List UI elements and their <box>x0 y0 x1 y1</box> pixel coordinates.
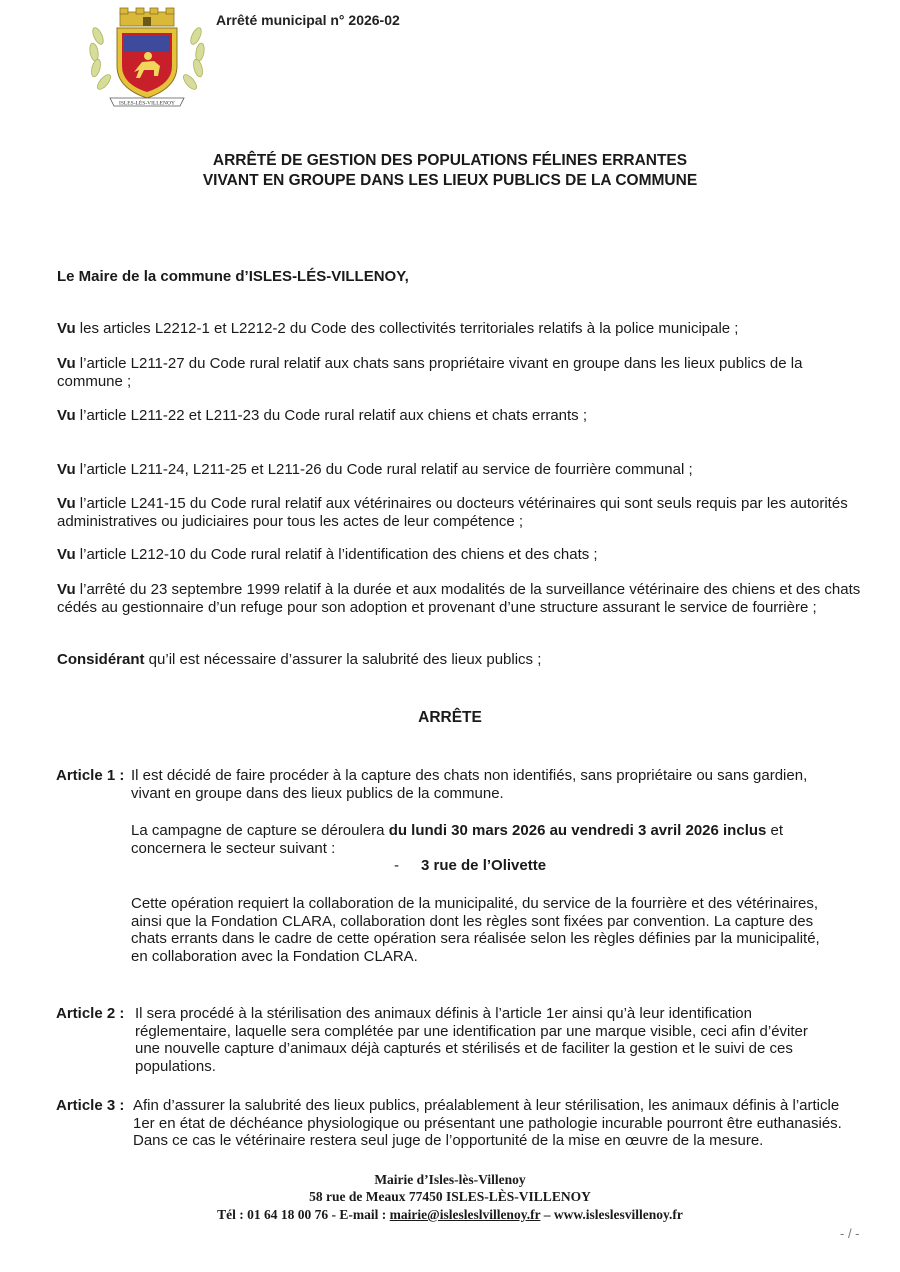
svg-text:ISLES-LÈS-VILLENOY: ISLES-LÈS-VILLENOY <box>119 100 175 107</box>
consideration-6 <box>57 546 869 564</box>
mayor-line: Le Maire de la commune d’ISLES-LÉS-VILLENOY, <box>57 268 409 285</box>
consideration-text: l’article L211-24, L211-25 et L211-26 du Code rural relatif au service de fourrière communal ; <box>75 461 693 478</box>
decision-heading: ARRÊTE <box>418 709 482 726</box>
article-1-paragraph-2 <box>131 822 836 857</box>
consideration-4 <box>57 461 869 479</box>
footer-website[interactable]: www.isleslesvillenoy.fr <box>553 1207 683 1222</box>
consideration-lead: Vu <box>57 355 76 372</box>
consideration-lead: Vu <box>57 546 76 563</box>
consideration-lead: Vu <box>57 407 76 424</box>
article-1-paragraph-3: Cette opération requiert la collaboration de la municipalité, du service de la fourrière et des vétérinaires, ainsi que la Fondation CLARA, collaboration dont les règles sont fixées par convention. La capture des chats errants dans le cadre de cette opération sera réalisée selon les règles définies par la municipalité, en collaboration avec la Fondation CLARA. <box>131 895 820 965</box>
consideration-5 <box>57 495 869 530</box>
capture-location: 3 rue de l’Olivette <box>421 857 547 874</box>
bullet-mark: - <box>394 857 399 874</box>
article-2-text: Il sera procédé à la stérilisation des animaux définis à l’article 1er ainsi qu’à leur identification réglementaire, laquelle sera complétée par une identification par une marque visible, ceci afin d’éviter une nouvelle capture d’animaux déjà capturés et stérilisés et de faciliter la gestion et le suivi de ces populations. <box>135 1005 808 1075</box>
consideration-text: les articles L2212-1 et L2212-2 du Code des collectivités territoriales relatifs à la police municipale ; <box>75 320 739 337</box>
consideration-text: l’article L212-10 du Code rural relatif à l’identification des chiens et des chats ; <box>75 546 598 563</box>
article-1-label: Article 1 : <box>56 767 125 784</box>
consideration-lead: Vu <box>57 320 76 337</box>
footer-town-hall: Mairie d’Isles-lès-Villenoy <box>374 1172 526 1187</box>
article-1-paragraph-1: Il est décidé de faire procéder à la capture des chats non identifiés, sans propriétaire ou sans gardien, vivant en groupe dans des lieux publics de la commune. <box>131 767 808 802</box>
decree-reference: Arrêté municipal n° 2026-02 <box>216 12 400 28</box>
consideration-3 <box>57 407 869 425</box>
consideration-1 <box>57 320 869 338</box>
municipal-crest-logo <box>84 6 210 110</box>
page-marker: - / - <box>840 1226 860 1241</box>
article-2-label: Article 2 : <box>56 1005 125 1022</box>
consideration-lead: Considérant <box>57 651 145 668</box>
consideration-lead: Vu <box>57 581 76 598</box>
footer-separator: – <box>540 1207 554 1222</box>
footer-contact <box>0 1207 900 1223</box>
consideration-text: l’arrêté du 23 septembre 1999 relatif à la durée et aux modalités de la surveillance vétérinaire des chiens et des chats cédés au gestionnaire d’un refuge pour son adoption et provenant d’une structure assurant le service de fourrière ; <box>57 581 861 616</box>
article-3-label: Article 3 : <box>56 1097 125 1114</box>
consideration-text: l’article L241-15 du Code rural relatif aux vétérinaires ou docteurs vétérinaires qui sont seuls requis par les autorités administratives ou judiciaires pour tous les actes de leur compétence ; <box>57 495 848 530</box>
footer-phone: Tél : 01 64 18 00 76 - E-mail : <box>217 1207 390 1222</box>
decree-title <box>0 151 900 191</box>
footer-email-link[interactable]: mairie@islesleslvillenoy.fr <box>389 1207 541 1222</box>
decree-title-line-1: ARRÊTÉ DE GESTION DES POPULATIONS FÉLINES ERRANTES <box>212 152 688 169</box>
consideration-text: l’article L211-22 et L211-23 du Code rural relatif aux chiens et chats errants ; <box>75 407 588 424</box>
consideration-7 <box>57 581 869 616</box>
campaign-dates: du lundi 30 mars 2026 au vendredi 3 avril 2026 inclus <box>388 822 767 839</box>
campaign-intro: La campagne de capture se déroulera <box>131 822 389 839</box>
campaign-sector-intro: et concernera le secteur suivant : <box>131 822 784 857</box>
consideration-2 <box>57 355 869 390</box>
consideration-text: qu’il est nécessaire d’assurer la salubrité des lieux publics ; <box>144 651 542 668</box>
consideration-8 <box>57 651 869 669</box>
decree-title-line-2: VIVANT EN GROUPE DANS LES LIEUX PUBLICS DE LA COMMUNE <box>202 172 698 189</box>
consideration-lead: Vu <box>57 461 76 478</box>
article-3-text: Afin d’assurer la salubrité des lieux publics, préalablement à leur stérilisation, les animaux définis à l’article 1er en état de déchéance physiologique ou présentant une pathologie incurable pourront être euthanasiés. Dans ce cas le vétérinaire restera seul juge de l’opportunité de la mise en œuvre de la mesure. <box>133 1097 842 1149</box>
footer-address: 58 rue de Meaux 77450 ISLES-LÈS-VILLENOY <box>309 1189 591 1204</box>
consideration-lead: Vu <box>57 495 76 512</box>
consideration-text: l’article L211-27 du Code rural relatif aux chats sans propriétaire vivant en groupe dans les lieux publics de la commune ; <box>57 355 803 390</box>
